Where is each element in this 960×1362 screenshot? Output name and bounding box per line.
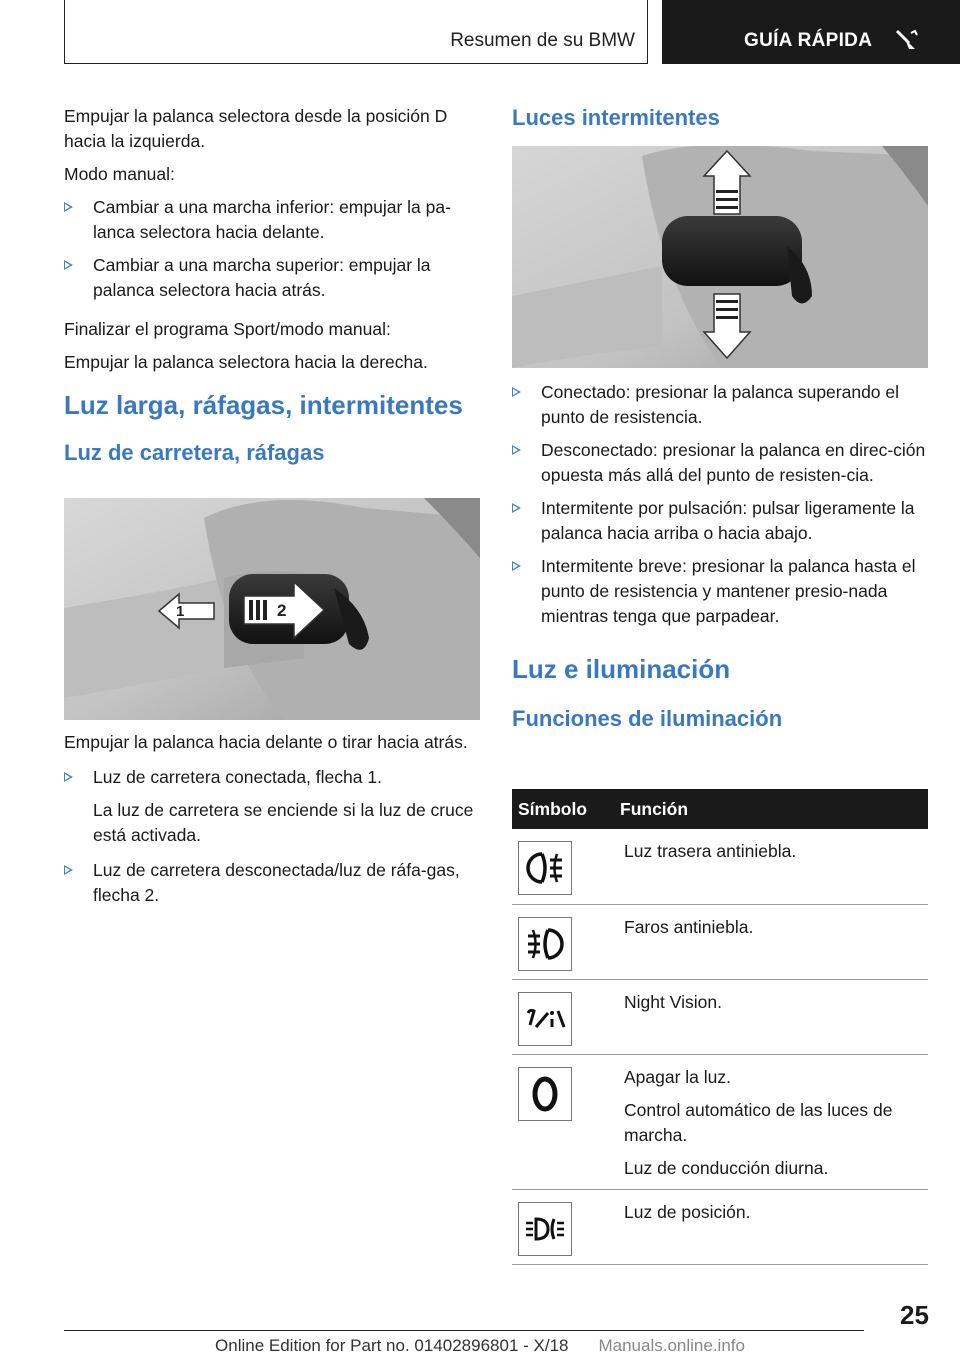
table-row — [512, 979, 928, 1054]
parking-light-icon — [518, 1202, 572, 1256]
bullet-item: Conectado: presionar la palanca superando el punto de resistencia. — [512, 380, 930, 430]
footer-site: Manuals.online.info — [598, 1336, 745, 1355]
bullet-item: Cambiar a una marcha inferior: empujar la pa-lanca selectora hacia delante. — [64, 195, 482, 245]
function-text: Luz de conducción diurna. — [624, 1157, 829, 1178]
column-header-function: Función — [614, 789, 928, 829]
arrow-2-label: 2 — [277, 601, 287, 620]
paragraph: Empujar la palanca selectora desde la posición D hacia la izquierda. — [64, 106, 448, 151]
left-column — [64, 104, 482, 467]
footer-edition: Online Edition for Part no. 01402896801 - X/18 — [215, 1336, 569, 1355]
function-text: Luz de posición. — [624, 1201, 751, 1222]
subsection-heading: Funciones de iluminación — [512, 706, 783, 731]
function-text: Apagar la luz. — [624, 1066, 732, 1087]
quick-guide-icon — [895, 29, 919, 51]
section-heading: Luz e iluminación — [512, 654, 731, 684]
arrow-1-label: 1 — [176, 603, 185, 620]
lighting-functions-table — [512, 789, 928, 1265]
section-heading: Luz larga, ráfagas, intermitentes — [64, 390, 463, 420]
function-text: Faros antiniebla. — [624, 916, 754, 937]
bullet-triangle-icon — [64, 202, 73, 212]
paragraph: Finalizar el programa Sport/modo manual: — [64, 319, 391, 339]
bullet-item: Intermitente por pulsación: pulsar ligeramente la palanca hacia arriba o hacia abajo. — [512, 496, 930, 546]
bullet-item: Luz de carretera conectada, flecha 1. — [64, 765, 482, 790]
header-chapter-title: GUÍA RÁPIDA — [744, 30, 873, 51]
bullet-triangle-icon — [64, 865, 73, 875]
bullet-subparagraph: La luz de carretera se enciende si la luz de cruce está activada. — [93, 800, 474, 845]
bullet-triangle-icon — [512, 387, 521, 397]
left-column-lower — [64, 730, 482, 916]
header-section-title: Resumen de su BMW — [450, 30, 635, 51]
page-number: 25 — [900, 1300, 929, 1330]
bullet-triangle-icon — [512, 503, 521, 513]
bullet-item: Cambiar a una marcha superior: empujar la palanca selectora hacia atrás. — [64, 253, 482, 303]
paragraph: Modo manual: — [64, 164, 175, 184]
bullet-item: Luz de carretera desconectada/luz de ráfa-gas, flecha 2. — [64, 858, 482, 908]
function-text: Night Vision. — [624, 991, 722, 1012]
paragraph: Empujar la palanca hacia delante o tirar hacia atrás. — [64, 732, 468, 752]
footer — [0, 1336, 960, 1356]
table-row — [512, 829, 928, 904]
bullet-triangle-icon — [64, 260, 73, 270]
bullet-triangle-icon — [512, 445, 521, 455]
subsection-heading: Luz de carretera, ráfagas — [64, 440, 325, 465]
turn-signal-lever-photo — [512, 146, 928, 368]
function-text: Control automático de las luces de marcha. — [624, 1099, 893, 1145]
table-header-row — [512, 789, 928, 829]
rear-fog-light-icon — [518, 841, 572, 895]
table-row — [512, 1189, 928, 1264]
high-beam-lever-photo — [64, 498, 480, 720]
column-header-symbol: Símbolo — [512, 789, 614, 829]
function-text: Luz trasera antiniebla. — [624, 841, 797, 861]
subsection-heading: Luces intermitentes — [512, 105, 720, 130]
front-fog-light-icon — [518, 917, 572, 971]
bullet-triangle-icon — [64, 772, 73, 782]
right-column — [512, 380, 930, 733]
footer-divider — [64, 1330, 864, 1331]
bullet-item: Desconectado: presionar la palanca en direc-ción opuesta más allá del punto de resisten-cia. — [512, 438, 930, 488]
table-row — [512, 904, 928, 979]
light-off-icon — [518, 1067, 572, 1121]
paragraph: Empujar la palanca selectora hacia la derecha. — [64, 352, 428, 372]
bullet-item: Intermitente breve: presionar la palanca hasta el punto de resistencia y mantener presio-nada mientras tenga que parpadear. — [512, 554, 930, 629]
table-row — [512, 1054, 928, 1189]
bullet-triangle-icon — [512, 561, 521, 571]
night-vision-icon — [518, 992, 572, 1046]
header-section-box — [64, 0, 648, 64]
header-chapter-tab — [662, 0, 960, 64]
